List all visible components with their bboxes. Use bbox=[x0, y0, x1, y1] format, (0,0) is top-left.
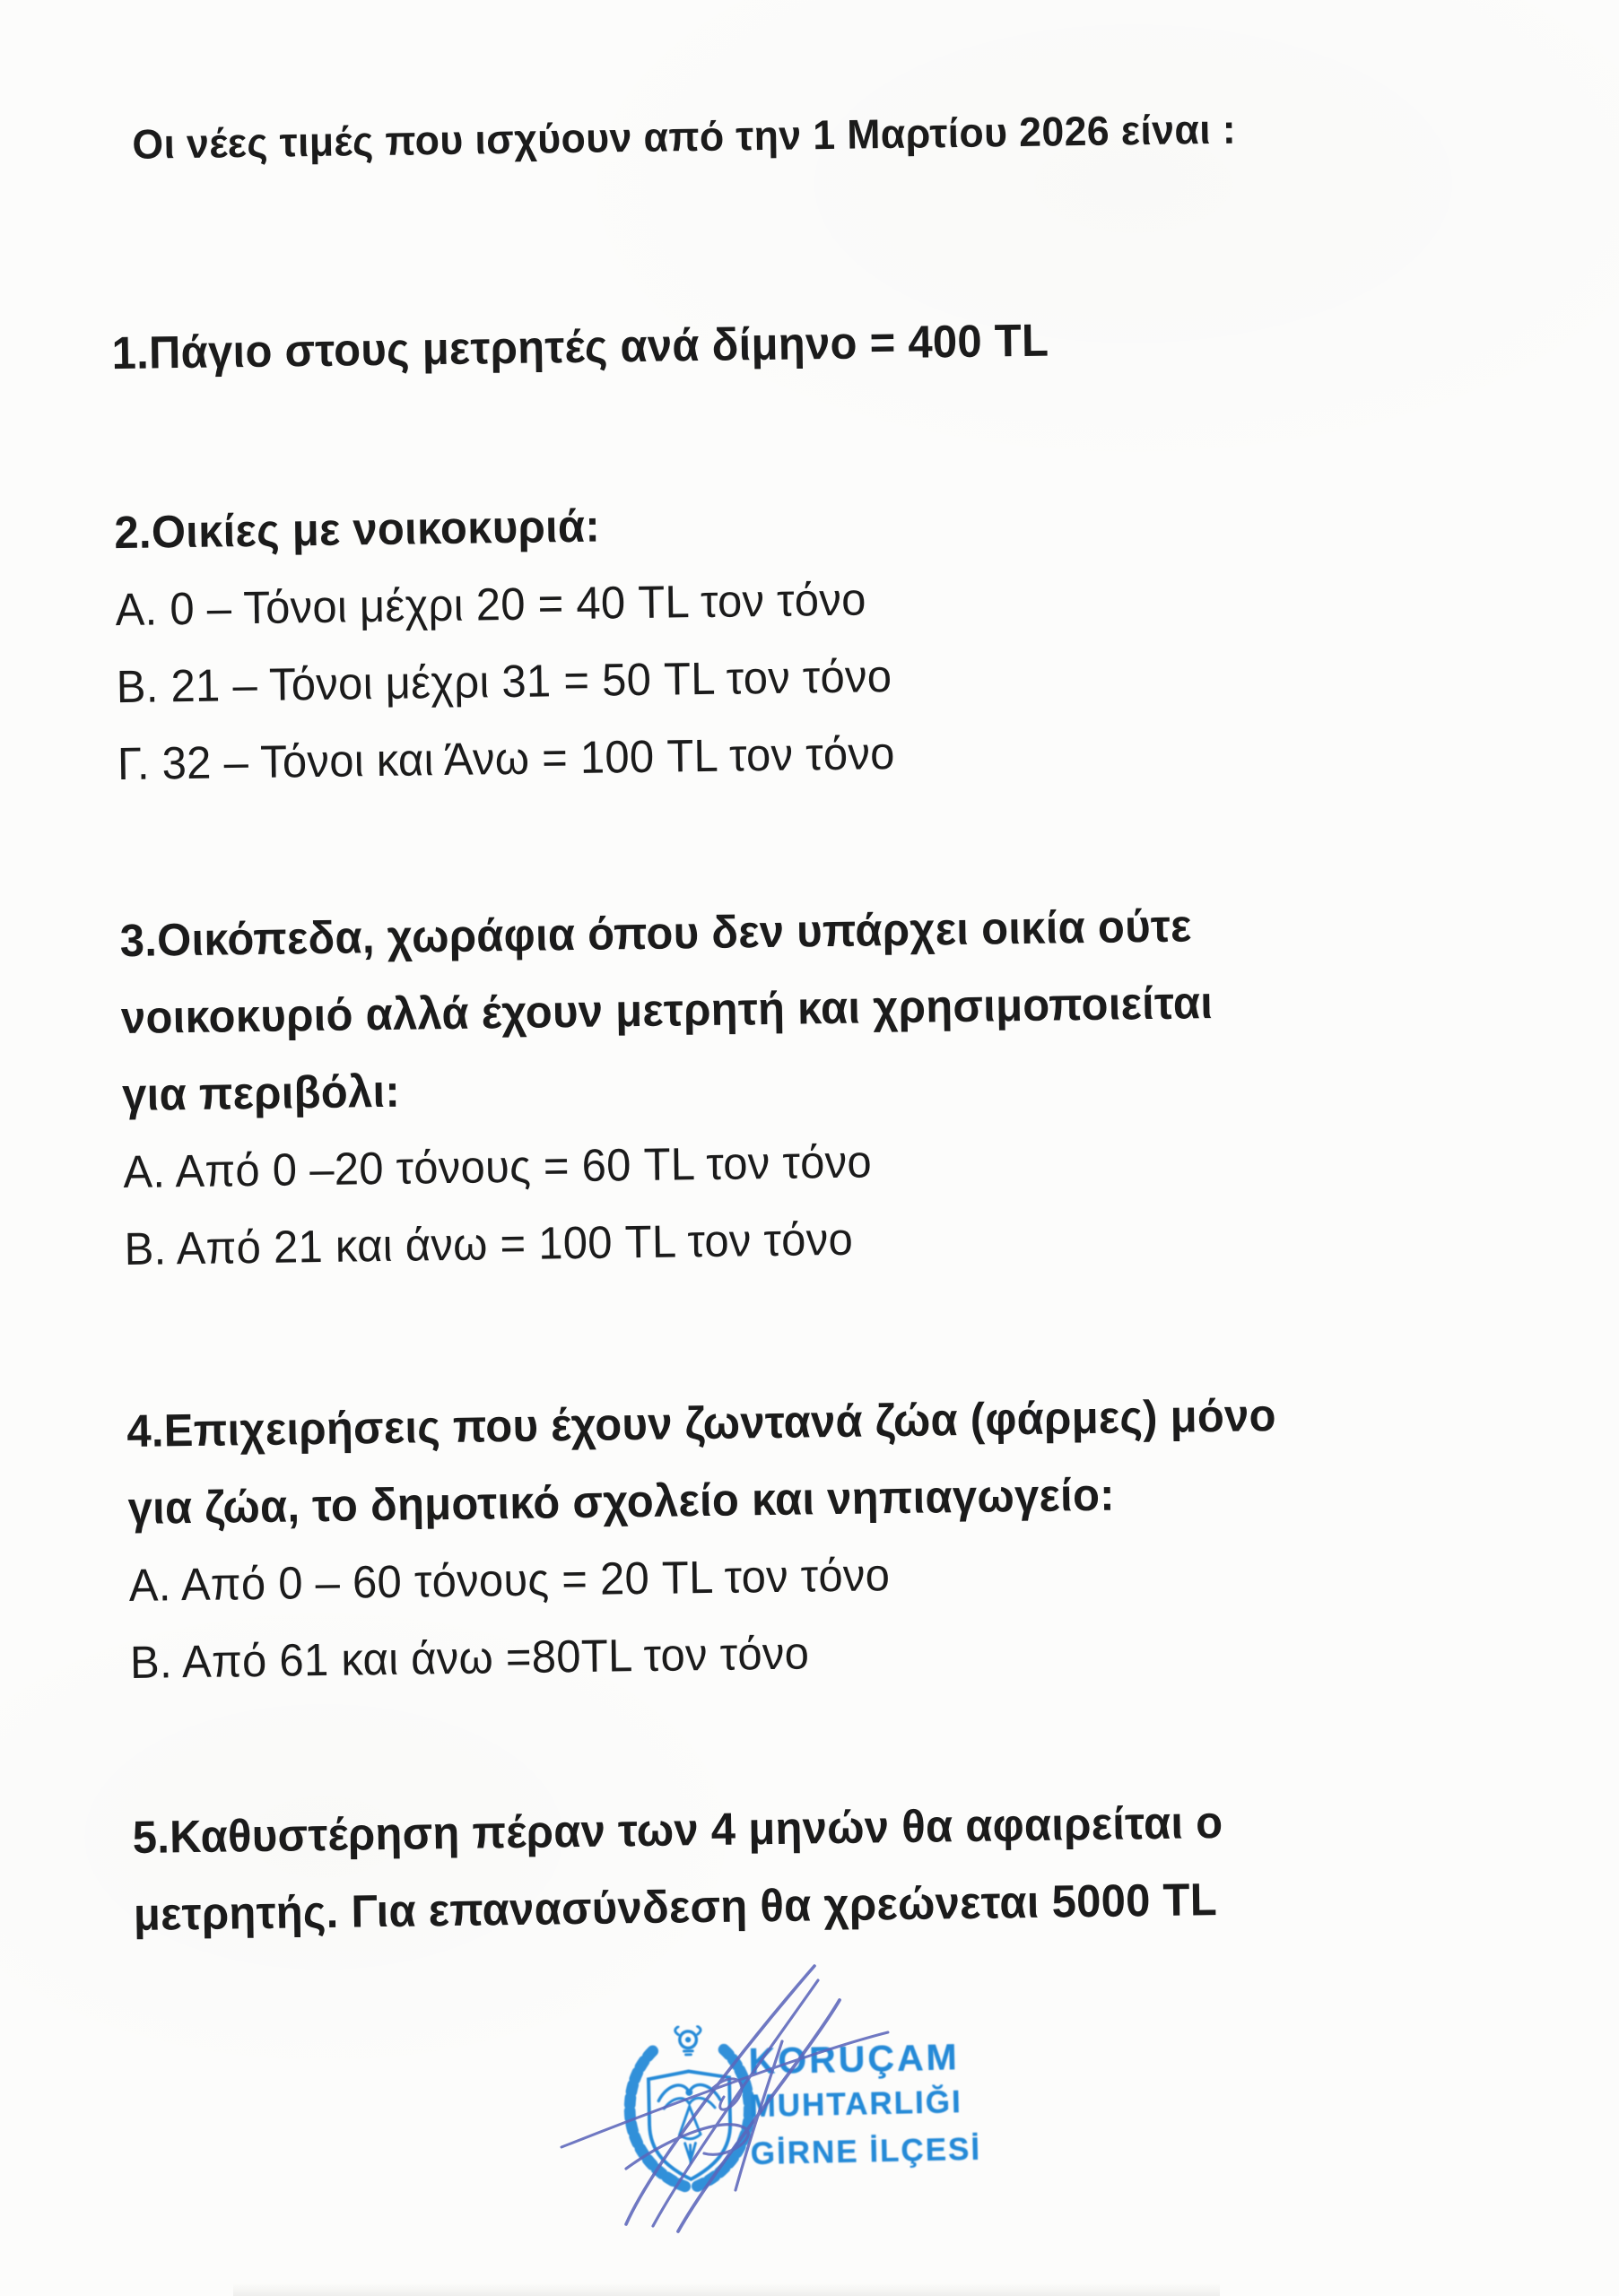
section-1 bbox=[111, 296, 1456, 392]
section-heading-line: 2.Οικίες με νοικοκυριά: bbox=[114, 500, 601, 559]
stamp-village-name: KORUÇAM bbox=[748, 2036, 961, 2083]
signature-ink bbox=[520, 1928, 1005, 2296]
section-heading-line: για ζώα, το δημοτικό σχολείο και νηπιαγωγείο: bbox=[127, 1468, 1116, 1534]
section-heading-line: 5.Καθυστέρηση πέραν των 4 μηνών θα αφαιρείται ο bbox=[132, 1796, 1223, 1863]
tariff-item: Β. 21 – Τόνοι μέχρι 31 = 50 TL τον τόνο bbox=[116, 650, 892, 713]
section-heading-line: μετρητής. Για επανασύνδεση θα χρεώνεται 5000 TL bbox=[133, 1874, 1218, 1940]
section-heading-line: 4.Επιχειρήσεις που έχουν ζωντανά ζώα (φάρμες) μόνο bbox=[126, 1389, 1277, 1457]
section-heading-line: για περιβόλι: bbox=[121, 1065, 401, 1121]
section-heading-line: νοικοκυριό αλλά έχουν μετρητή και χρησιμοποιείται bbox=[120, 977, 1214, 1044]
tariff-item: Α. Από 0 –20 τόνους = 60 TL τον τόνο bbox=[122, 1135, 873, 1198]
stamp-office-name: MUHTARLIĞI bbox=[749, 2084, 963, 2125]
tariff-item: Γ. 32 – Τόνοι και Άνω = 100 TL τον τόνο bbox=[117, 726, 896, 790]
section-3 bbox=[119, 883, 1467, 1288]
section-4 bbox=[126, 1374, 1474, 1701]
section-heading-line: 1.Πάγιο στους μετρητές ανά δίμηνο = 400 TL bbox=[111, 314, 1049, 379]
tariff-item: Α. Από 0 – 60 τόνους = 20 TL τον τόνο bbox=[128, 1549, 891, 1611]
section-heading-line: 3.Οικόπεδα, χωράφια όπου δεν υπάρχει οικία ούτε bbox=[119, 900, 1192, 967]
section-2 bbox=[114, 475, 1461, 803]
document-title: Οι νέες τιμές που ισχύουν από την 1 Μαρτίου 2026 είναι : bbox=[132, 105, 1237, 168]
tariff-item: Α. 0 – Τόνοι μέχρι 20 = 40 TL τον τόνο bbox=[115, 573, 867, 636]
stamp-district-name: GİRNE İLÇESİ bbox=[750, 2131, 982, 2172]
tariff-item: Β. Από 21 και άνω = 100 TL τον τόνο bbox=[124, 1213, 854, 1275]
tariff-item: Β. Από 61 και άνω =80TL τον τόνο bbox=[129, 1627, 810, 1688]
